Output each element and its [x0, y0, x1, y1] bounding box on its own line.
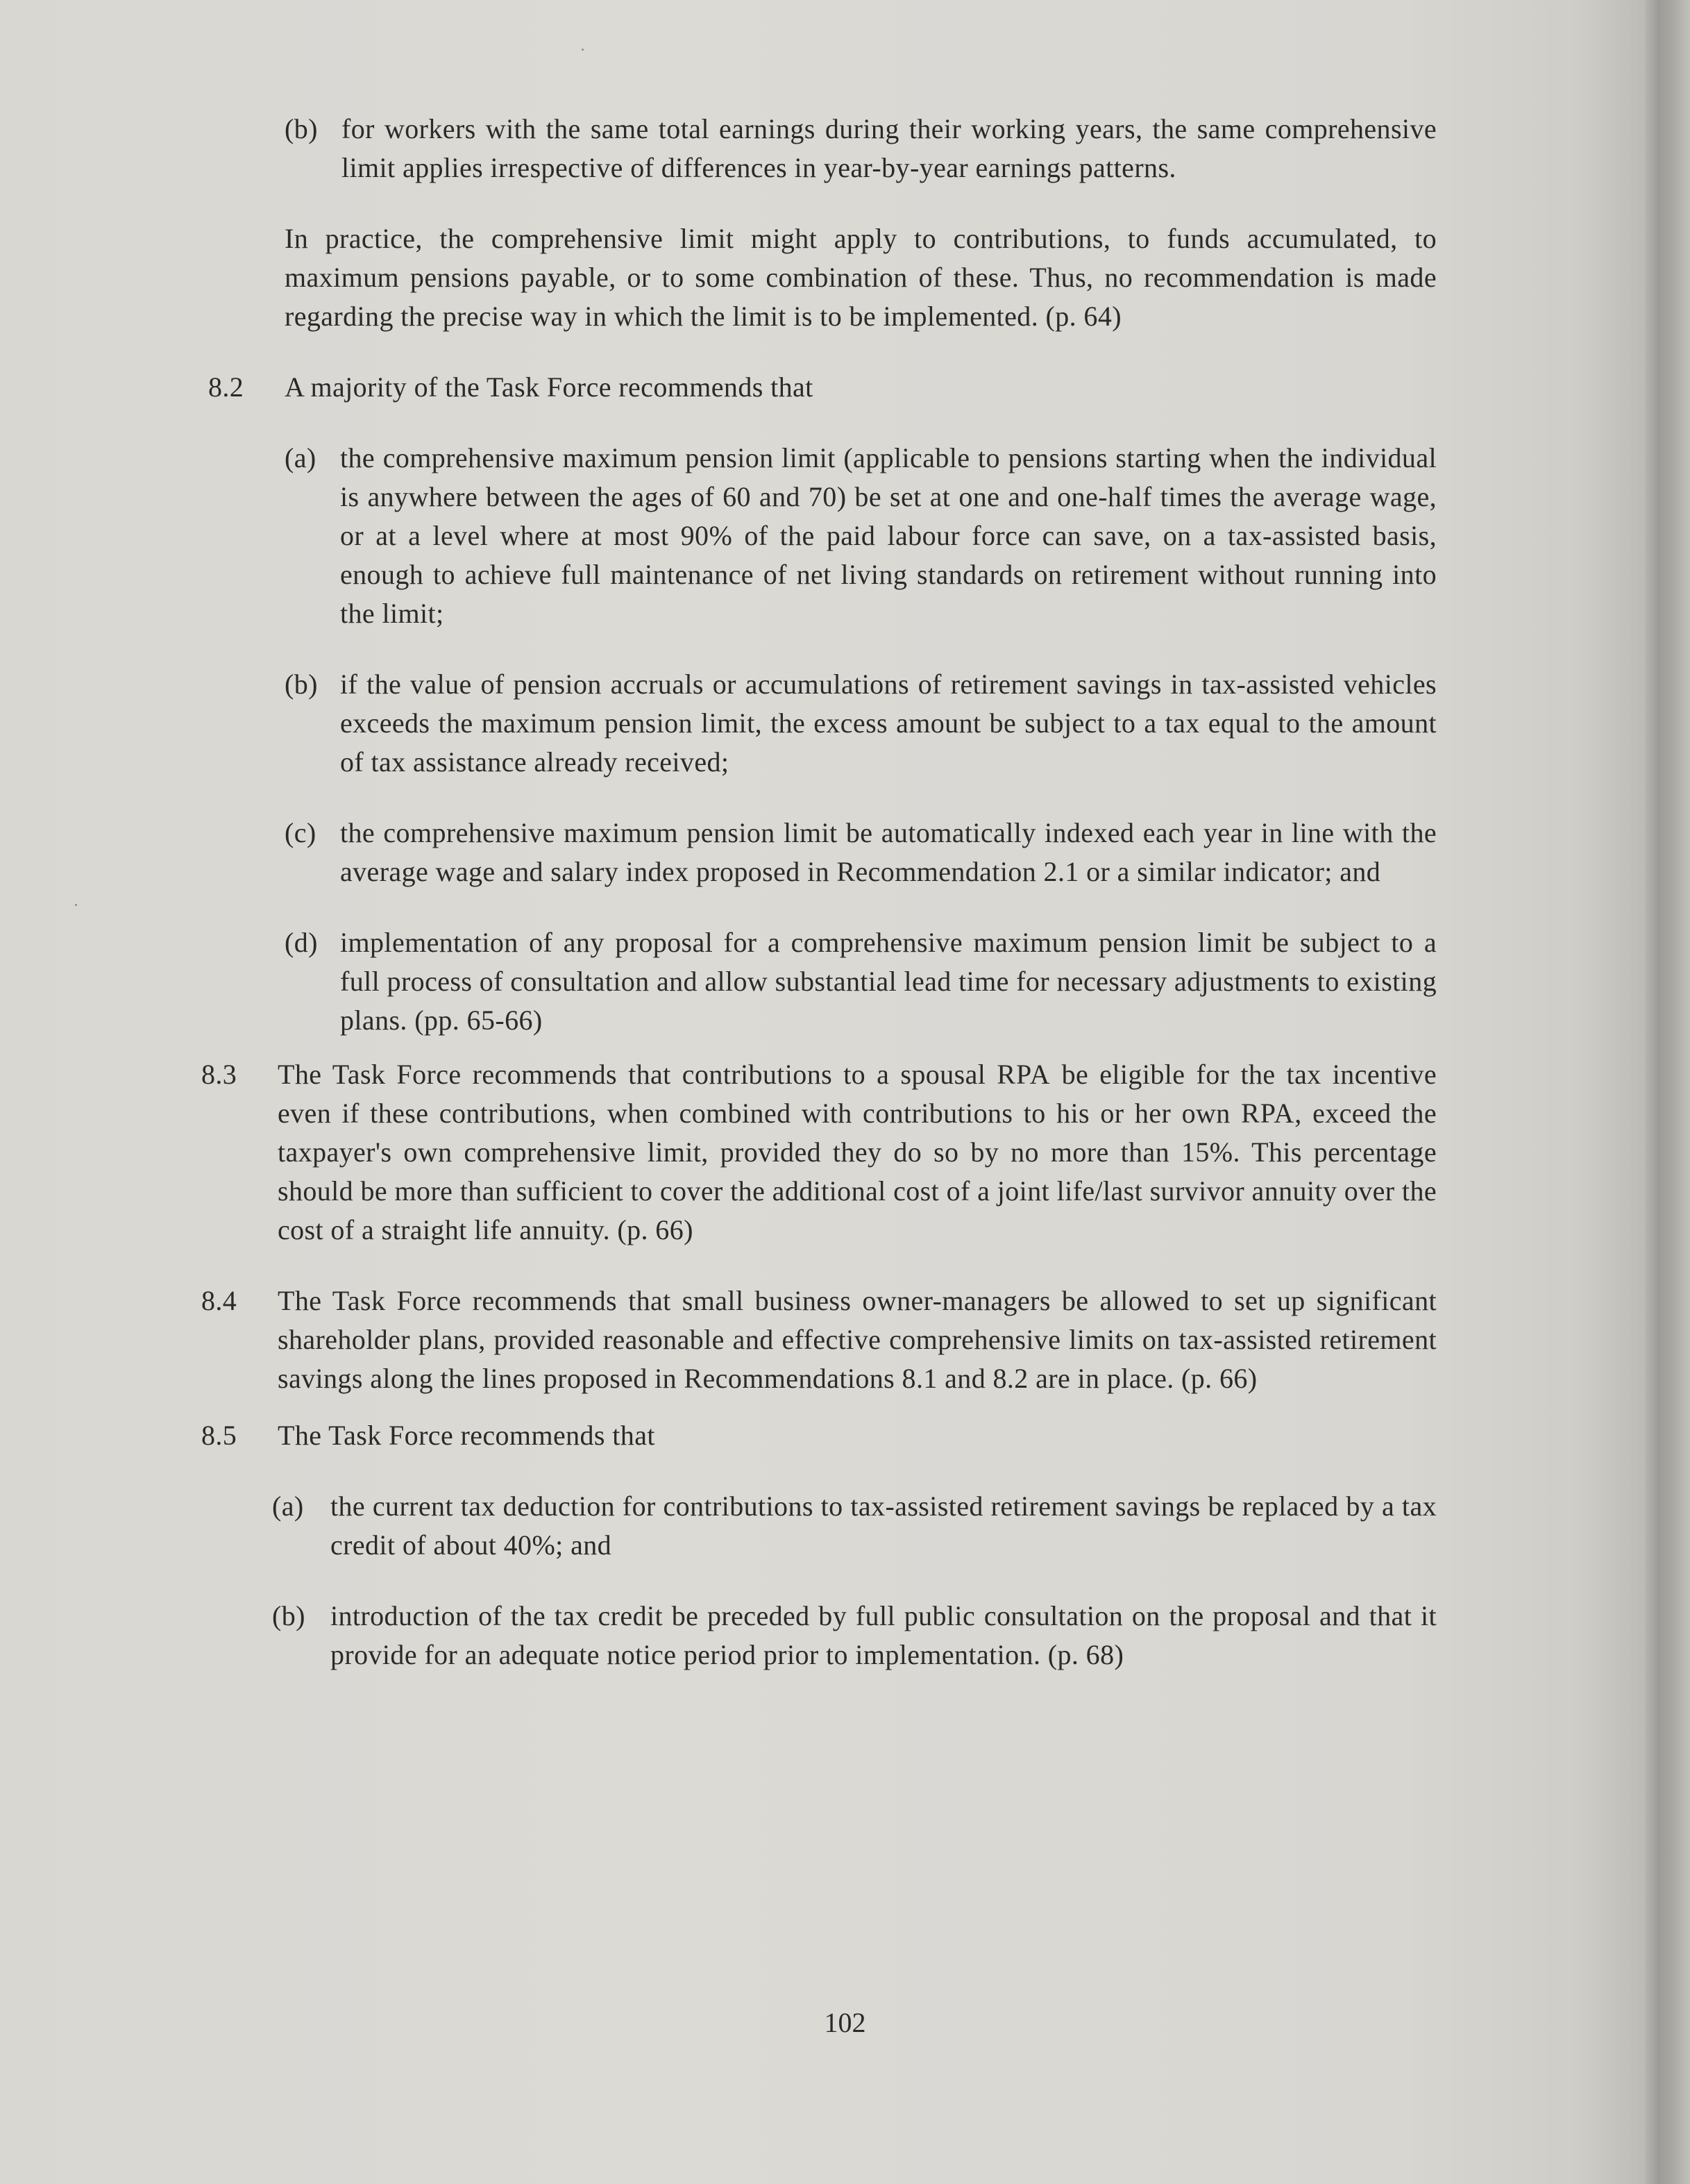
rec-8-2-item-a — [194, 439, 1437, 633]
recommendation-8-3 — [201, 1055, 1437, 1250]
item-marker: (b) — [285, 669, 318, 700]
item-text: for workers with the same total earnings during their working years, the same comprehensive limit applies irrespective of differences in year-by-year earnings patterns. — [341, 113, 1437, 183]
recommendation-number: 8.4 — [201, 1285, 237, 1316]
item-marker: (a) — [285, 442, 316, 473]
recommendation-8-4 — [201, 1282, 1437, 1398]
recommendation-8-5 — [201, 1416, 1437, 1455]
page-number: 102 — [824, 2007, 866, 2038]
rec-8-2-item-b — [194, 665, 1437, 782]
recommendation-number: 8.3 — [201, 1059, 237, 1090]
item-text: the current tax deduction for contributions to tax-assisted retirement savings be replaced by a tax credit of about 40%; and — [330, 1490, 1437, 1561]
intro-paragraph: In practice, the comprehensive limit might apply to contributions, to funds accumulated, to maximum pensions payable, or to some combination of these. Thus, no recommendation is made regarding the precise way in which the limit is to be implemented. (p. 64) — [285, 223, 1437, 332]
item-text: the comprehensive maximum pension limit (applicable to pensions starting when the individual is anywhere between the ages of 60 and 70) be set at one and one-half times the average wage, or at a level where at most 90% of the paid labour force can save, on a tax-assisted basis, enough to achieve full maintenance of net living standards on retirement without running into the limit; — [340, 442, 1437, 629]
item-text: if the value of pension accruals or accumulations of retirement savings in tax-assisted vehicles exceeds the maximum pension limit, the excess amount be subject to a tax equal to the amount of tax assistance already received; — [340, 669, 1437, 778]
rec-8-2-item-d — [194, 923, 1437, 1040]
paper-speck — [582, 49, 584, 51]
recommendation-text: be eligible for the tax incentive even if these contributions, when combined with contributions to his or her own — [278, 1059, 1437, 1129]
recommendation-text: The Task Force recommends that contributions to a spousal — [278, 1059, 997, 1090]
item-marker: (b) — [272, 1600, 305, 1631]
rpa-abbreviation: RPA — [1241, 1098, 1295, 1129]
item-text: the comprehensive maximum pension limit be automatically indexed each year in line with the average wage and salary index proposed in Recommendation 2.1 or a similar indicator; and — [340, 817, 1437, 887]
book-binding-edge — [1645, 0, 1690, 2184]
recommendation-text: , exceed the taxpayer's own comprehensive limit, provided they do so by no more than 15%. This percentage should be more than sufficient to cover the additional cost of a joint life/last survivor annuity over the cost of a straight life annuity. (p. 66) — [278, 1098, 1437, 1245]
rec-8-5-item-b — [194, 1597, 1437, 1674]
item-marker: (a) — [272, 1490, 304, 1522]
recommendation-number: 8.5 — [201, 1420, 237, 1451]
recommendation-text: The Task Force recommends that small business owner-managers be allowed to set up significant shareholder plans, provided reasonable and effective comprehensive limits on tax-assisted retirement savings along the lines proposed in Recommendations 8.1 and 8.2 are in place. (p. 66) — [278, 1285, 1437, 1394]
item-marker: (c) — [285, 817, 316, 848]
item-marker: (b) — [285, 113, 318, 144]
item-text: implementation of any proposal for a comprehensive maximum pension limit be subject to a full process of consultation and allow substantial lead time for necessary adjustments to existing plans. (pp. 65-66) — [340, 927, 1437, 1036]
recommendation-lead: A majority of the Task Force recommends that — [285, 371, 813, 403]
recommendation-8-2 — [208, 368, 1437, 407]
item-text: introduction of the tax credit be preceded by full public consultation on the proposal and that it provide for an adequate notice period prior to implementation. (p. 68) — [330, 1600, 1437, 1670]
recommendation-number: 8.2 — [208, 371, 244, 403]
intro-item-b — [194, 110, 1437, 187]
rpa-abbreviation: RPA — [997, 1059, 1051, 1090]
rec-8-5-item-a — [194, 1487, 1437, 1565]
item-marker: (d) — [285, 927, 318, 958]
document-body — [194, 110, 1437, 1674]
paper-speck — [75, 904, 77, 906]
rec-8-2-item-c — [194, 814, 1437, 891]
recommendation-lead: The Task Force recommends that — [278, 1420, 655, 1451]
